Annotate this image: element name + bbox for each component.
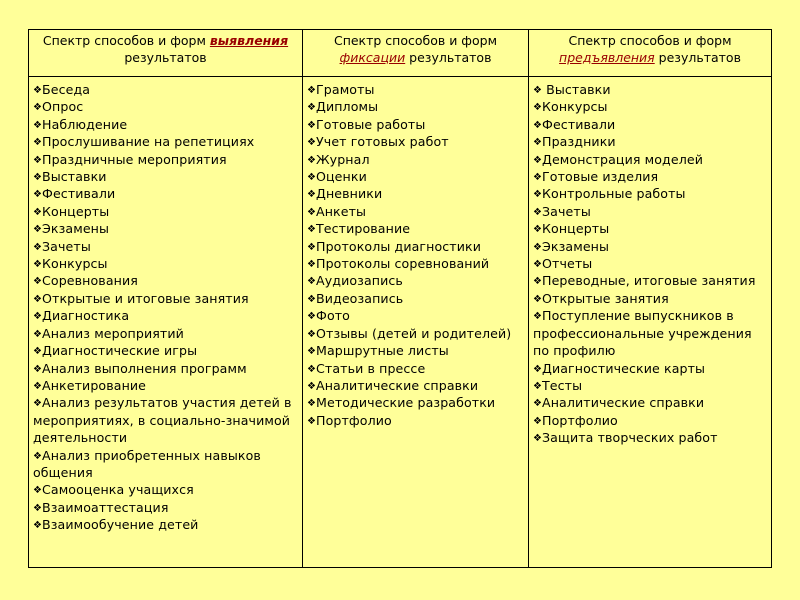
diamond-bullet-icon: ❖	[33, 224, 43, 236]
header-keyword: выявления	[209, 33, 289, 48]
item-text: Аналитические справки	[542, 395, 705, 411]
list-item	[307, 360, 524, 377]
list-item	[307, 412, 524, 429]
list-item	[307, 151, 524, 168]
list-item	[33, 133, 298, 150]
list-item	[307, 98, 524, 115]
list-item	[307, 290, 524, 307]
list-item	[307, 342, 524, 359]
item-text: Тестирование	[316, 221, 411, 237]
list-item	[307, 116, 524, 133]
diamond-bullet-icon: ❖	[307, 398, 317, 410]
diamond-bullet-icon: ❖	[307, 380, 317, 392]
header-text: Спектр способов и форм	[568, 33, 732, 48]
list-item	[33, 325, 298, 342]
item-text: Открытые занятия	[542, 290, 669, 306]
list-item	[307, 238, 524, 255]
item-text: Методические разработки	[316, 395, 496, 411]
item-text: Контрольные работы	[542, 186, 686, 202]
list-item	[307, 81, 524, 98]
item-text: Наблюдение	[42, 116, 128, 132]
list-item	[33, 290, 298, 307]
item-text: Выставки	[542, 82, 611, 97]
diamond-bullet-icon: ❖	[533, 154, 543, 166]
item-text: Беседа	[42, 82, 91, 97]
list-item	[533, 220, 767, 237]
diamond-bullet-icon: ❖	[307, 415, 317, 427]
list-item	[307, 325, 524, 342]
list-item	[533, 429, 767, 446]
item-text: Соревнования	[42, 273, 138, 289]
item-text: Дипломы	[316, 99, 379, 115]
list-item	[33, 98, 298, 115]
item-text: Переводные, итоговые занятия	[542, 273, 756, 289]
list-item	[33, 255, 298, 272]
diamond-bullet-icon: ❖	[533, 415, 543, 427]
recording-list	[307, 81, 524, 429]
item-text: Фестивали	[542, 116, 616, 132]
item-text: Концерты	[42, 203, 110, 219]
list-item	[307, 272, 524, 289]
list-item	[533, 272, 767, 289]
item-text: Самооценка учащихся	[42, 482, 194, 498]
header-text: результатов	[405, 50, 492, 65]
diamond-bullet-icon: ❖	[307, 259, 317, 271]
diamond-bullet-icon: ❖	[33, 276, 43, 288]
list-item	[33, 220, 298, 237]
diamond-bullet-icon: ❖	[33, 206, 43, 218]
item-text: Аналитические справки	[316, 377, 479, 393]
diamond-bullet-icon: ❖	[533, 363, 543, 375]
detection-column	[29, 77, 303, 568]
diamond-bullet-icon: ❖	[307, 189, 317, 201]
diamond-bullet-icon: ❖	[533, 276, 543, 288]
item-text: Демонстрация моделей	[542, 151, 703, 167]
item-text: Праздничные мероприятия	[42, 151, 227, 167]
item-text: Портфолио	[542, 412, 618, 428]
detection-list	[33, 81, 298, 534]
diamond-bullet-icon: ❖	[307, 102, 317, 114]
list-item	[533, 377, 767, 394]
diamond-bullet-icon: ❖	[533, 85, 543, 96]
item-text: Фестивали	[42, 186, 116, 202]
list-item	[33, 377, 298, 394]
diamond-bullet-icon: ❖	[533, 137, 543, 149]
item-text: Экзамены	[42, 221, 110, 237]
diamond-bullet-icon: ❖	[533, 172, 543, 184]
item-text: Портфолио	[316, 412, 392, 428]
list-item	[33, 342, 298, 359]
list-item	[33, 516, 298, 533]
diamond-bullet-icon: ❖	[533, 293, 543, 305]
diamond-bullet-icon: ❖	[533, 259, 543, 271]
recording-column	[303, 77, 529, 568]
item-text: Защита творческих работ	[542, 430, 718, 446]
diamond-bullet-icon: ❖	[533, 380, 543, 392]
diamond-bullet-icon: ❖	[307, 276, 317, 288]
item-text: Дневники	[316, 186, 383, 202]
list-item	[533, 255, 767, 272]
diamond-bullet-icon: ❖	[307, 346, 317, 358]
diamond-bullet-icon: ❖	[33, 502, 43, 514]
list-item	[33, 499, 298, 516]
diamond-bullet-icon: ❖	[33, 154, 43, 166]
header-keyword: предъявления	[559, 50, 655, 65]
diamond-bullet-icon: ❖	[307, 311, 317, 323]
list-item	[533, 307, 767, 359]
diamond-bullet-icon: ❖	[33, 346, 43, 358]
item-text: Аудиозапись	[316, 273, 403, 289]
diamond-bullet-icon: ❖	[33, 119, 43, 131]
diamond-bullet-icon: ❖	[33, 380, 43, 392]
diamond-bullet-icon: ❖	[33, 102, 43, 114]
item-text: Конкурсы	[42, 256, 108, 272]
list-item	[307, 394, 524, 411]
results-table	[28, 29, 772, 568]
content-row	[29, 77, 772, 568]
item-text: Маршрутные листы	[316, 343, 449, 359]
item-text: Диагностические игры	[42, 343, 198, 359]
item-text: Праздники	[542, 134, 616, 150]
diamond-bullet-icon: ❖	[533, 102, 543, 114]
item-text: Отчеты	[542, 256, 593, 272]
item-text: Анализ выполнения программ	[42, 360, 247, 376]
list-item	[33, 238, 298, 255]
item-text: Статьи в прессе	[316, 360, 426, 376]
diamond-bullet-icon: ❖	[33, 520, 43, 532]
list-item	[307, 203, 524, 220]
item-text: Выставки	[42, 169, 107, 185]
item-text: Отзывы (детей и родителей)	[316, 325, 512, 341]
diamond-bullet-icon: ❖	[33, 363, 43, 375]
item-text: Протоколы соревнований	[316, 256, 490, 272]
diamond-bullet-icon: ❖	[307, 224, 317, 236]
diamond-bullet-icon: ❖	[307, 154, 317, 166]
header-text: Спектр способов и форм	[42, 33, 210, 48]
diamond-bullet-icon: ❖	[533, 206, 543, 218]
diamond-bullet-icon: ❖	[33, 259, 43, 271]
diamond-bullet-icon: ❖	[307, 293, 317, 305]
item-text: Тесты	[542, 377, 583, 393]
item-text: Протоколы диагностики	[316, 238, 482, 254]
list-item	[33, 447, 298, 482]
list-item	[33, 481, 298, 498]
diamond-bullet-icon: ❖	[33, 485, 43, 497]
item-text: Опрос	[42, 99, 84, 115]
list-item	[33, 360, 298, 377]
list-item	[33, 394, 298, 446]
item-text: Учет готовых работ	[316, 134, 449, 150]
diamond-bullet-icon: ❖	[307, 206, 317, 218]
list-item	[33, 116, 298, 133]
list-item	[307, 168, 524, 185]
list-item	[533, 185, 767, 202]
list-item	[533, 98, 767, 115]
list-item	[307, 220, 524, 237]
item-text: Концерты	[542, 221, 610, 237]
list-item	[307, 185, 524, 202]
list-item	[533, 360, 767, 377]
item-text: Взаимоаттестация	[42, 499, 169, 515]
list-item	[533, 238, 767, 255]
header-detection	[29, 30, 303, 77]
presentation-list	[533, 81, 767, 447]
diamond-bullet-icon: ❖	[307, 241, 317, 253]
list-item	[533, 394, 767, 411]
item-text: Видеозапись	[316, 290, 404, 306]
diamond-bullet-icon: ❖	[533, 398, 543, 410]
diamond-bullet-icon: ❖	[533, 433, 543, 445]
list-item	[33, 203, 298, 220]
list-item	[533, 168, 767, 185]
item-text: Прослушивание на репетициях	[42, 134, 255, 150]
item-text: Журнал	[316, 151, 370, 167]
diamond-bullet-icon: ❖	[33, 293, 43, 305]
header-presentation	[529, 30, 772, 77]
diamond-bullet-icon: ❖	[33, 172, 43, 184]
list-item	[307, 377, 524, 394]
list-item	[33, 307, 298, 324]
list-item	[33, 81, 298, 98]
diamond-bullet-icon: ❖	[33, 137, 43, 149]
list-item	[533, 116, 767, 133]
item-text: Грамоты	[316, 82, 375, 97]
item-text: Взаимообучение детей	[42, 517, 199, 533]
header-keyword: фиксации	[339, 50, 406, 65]
list-item	[33, 185, 298, 202]
diamond-bullet-icon: ❖	[533, 119, 543, 131]
list-item	[307, 133, 524, 150]
diamond-bullet-icon: ❖	[33, 85, 43, 96]
header-recording	[303, 30, 529, 77]
header-text: результатов	[654, 50, 741, 65]
list-item	[33, 272, 298, 289]
diamond-bullet-icon: ❖	[307, 137, 317, 149]
list-item	[307, 307, 524, 324]
list-item	[533, 203, 767, 220]
list-item	[33, 168, 298, 185]
diamond-bullet-icon: ❖	[307, 363, 317, 375]
diamond-bullet-icon: ❖	[307, 119, 317, 131]
item-text: Поступление выпускников в профессиональные учреждения по профилю	[533, 308, 752, 359]
diamond-bullet-icon: ❖	[33, 328, 43, 340]
diamond-bullet-icon: ❖	[533, 224, 543, 236]
list-item	[533, 151, 767, 168]
diamond-bullet-icon: ❖	[33, 241, 43, 253]
diamond-bullet-icon: ❖	[307, 328, 317, 340]
diamond-bullet-icon: ❖	[533, 311, 543, 323]
item-text: Готовые изделия	[542, 169, 659, 185]
item-text: Анкеты	[316, 203, 367, 219]
diamond-bullet-icon: ❖	[307, 172, 317, 184]
diamond-bullet-icon: ❖	[33, 189, 43, 201]
header-text: Спектр способов и форм	[333, 33, 498, 48]
item-text: Анкетирование	[42, 377, 147, 393]
list-item	[533, 290, 767, 307]
item-text: Зачеты	[542, 203, 591, 219]
diamond-bullet-icon: ❖	[33, 398, 43, 410]
diamond-bullet-icon: ❖	[33, 311, 43, 323]
item-text: Анализ приобретенных навыков общения	[33, 447, 261, 480]
item-text: Диагностические карты	[542, 360, 706, 376]
list-item	[307, 255, 524, 272]
item-text: Готовые работы	[316, 116, 426, 132]
list-item	[533, 412, 767, 429]
item-text: Конкурсы	[542, 99, 608, 115]
item-text: Анализ результатов участия детей в мероприятиях, в социально-значимой деятельности	[33, 395, 292, 446]
diamond-bullet-icon: ❖	[533, 241, 543, 253]
presentation-column	[529, 77, 772, 568]
header-text: результатов	[124, 50, 207, 65]
item-text: Фото	[316, 308, 350, 324]
header-row	[29, 30, 772, 77]
list-item	[33, 151, 298, 168]
list-item	[533, 81, 767, 98]
item-text: Диагностика	[42, 308, 130, 324]
diamond-bullet-icon: ❖	[307, 85, 317, 96]
item-text: Анализ мероприятий	[42, 325, 184, 341]
list-item	[533, 133, 767, 150]
diamond-bullet-icon: ❖	[33, 450, 43, 462]
item-text: Открытые и итоговые занятия	[42, 290, 249, 306]
item-text: Экзамены	[542, 238, 610, 254]
diamond-bullet-icon: ❖	[533, 189, 543, 201]
item-text: Зачеты	[42, 238, 91, 254]
item-text: Оценки	[316, 169, 367, 185]
